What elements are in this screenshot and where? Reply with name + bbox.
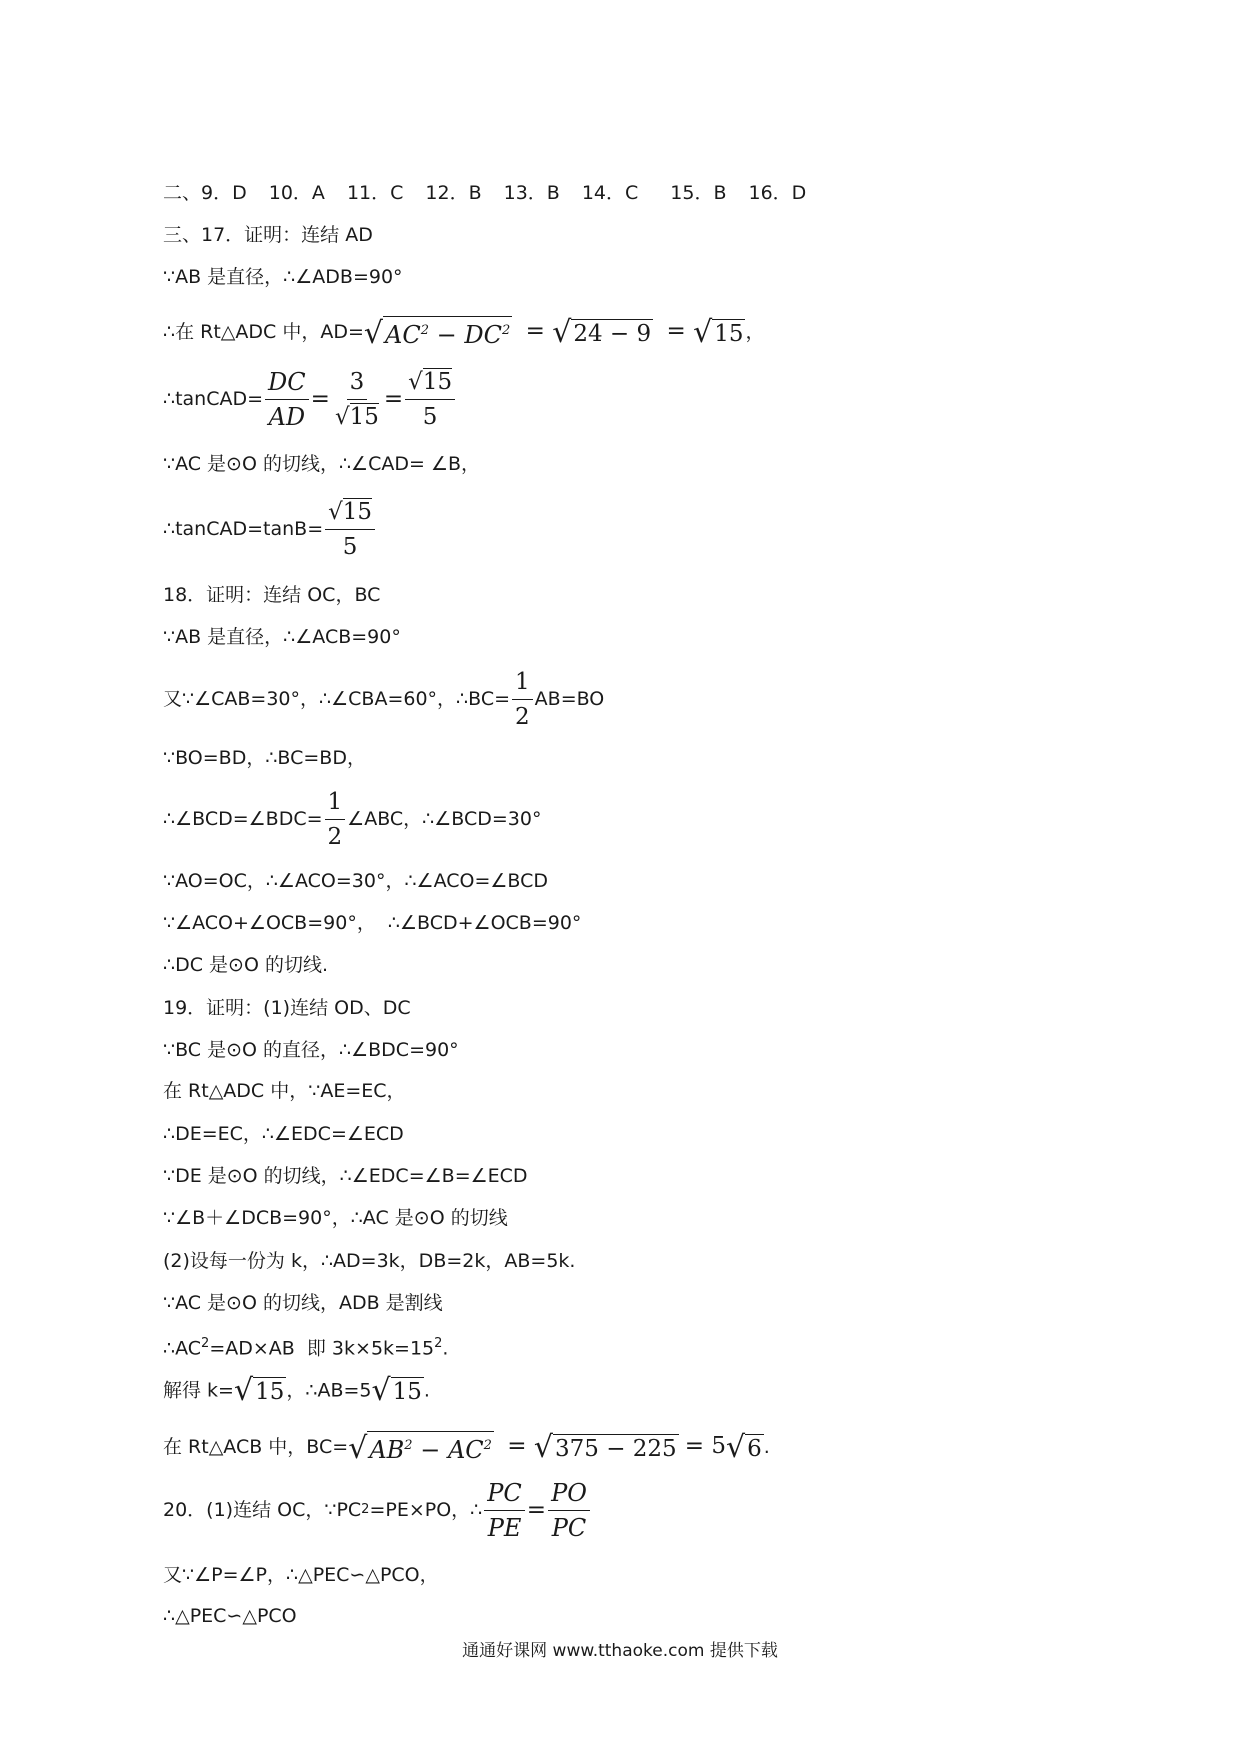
answer-item: 14．C [581, 182, 639, 204]
q17-line: ∴tanCAD=tanB= $\frac{√15}{5}$ [163, 494, 377, 564]
q17-line: ∵AB 是直径，∴∠ADB=90° [163, 266, 403, 288]
answer-item: 12．B [425, 182, 482, 204]
q19-line: 解得 k= √ 15 ，∴AB=5 √ 15 . [163, 1373, 430, 1408]
q19-line: 在 Rt△ADC 中，∵AE=EC， [163, 1080, 406, 1102]
q18-line: ∴∠BCD=∠BDC= $\frac{1}{2}$ ∠ABC，∴∠BCD=30° [163, 788, 542, 850]
q18-line: ∵∠ACO+∠OCB=90°， ∴∠BCD+∠OCB=90° [163, 912, 582, 934]
q19-line: ∴DE=EC，∴∠EDC=∠ECD [163, 1123, 404, 1145]
q18-heading: 18．证明：连结 OC，BC [163, 584, 381, 606]
answer-item: 13．B [503, 182, 560, 204]
q18-line: ∴DC 是⊙O 的切线. [163, 954, 328, 976]
q18-line: ∵BO=BD，∴BC=BD， [163, 747, 366, 769]
answer-item: 15．B [670, 182, 727, 204]
page-footer: 通通好课网 www.tthaoke.com 提供下载 [462, 1641, 778, 1661]
q19-line: (2)设每一份为 k，∴AD=3k，DB=2k，AB=5k. [163, 1250, 576, 1272]
q20-line: 20．(1)连结 OC，∵PC 2 =PE×PO，∴ $\frac{PC}{PE}$ = $\frac{PO}{PC}$ [163, 1475, 592, 1545]
q18-line: ∵AB 是直径，∴∠ACB=90° [163, 626, 401, 648]
q19-line: ∵∠B＋∠DCB=90°，∴AC 是⊙O 的切线 [163, 1207, 508, 1229]
answer-item: 11．C [346, 182, 404, 204]
q17-line: ∴tanCAD= $\frac{DC}{AD}$ = $\frac{3}{√15}$ = $\frac{√15}{5}$ [163, 364, 457, 434]
q17-line: ∵AC 是⊙O 的切线，∴∠CAD= ∠B， [163, 453, 481, 475]
answer-item: 9．D [201, 182, 247, 204]
q20-line: ∴△PEC∽△PCO [163, 1605, 297, 1627]
q19-line: ∵AC 是⊙O 的切线，ADB 是割线 [163, 1292, 443, 1314]
q19-heading: 19．证明：(1)连结 OD、DC [163, 997, 411, 1019]
answer-item: 16．D [748, 182, 807, 204]
q18-line: 又∵∠CAB=30°，∴∠CBA=60°，∴BC= $\frac{1}{2}$ AB=BO [163, 668, 605, 730]
answer-line [163, 181, 828, 205]
q19-line: $\therefore AC^2=AD\times AB$ 即 $3k\times 5k=15^2$. [163, 1336, 449, 1360]
section-label: 二、 [163, 182, 202, 204]
answer-item: 10．A [268, 182, 325, 204]
q17-line: ∴在 Rt△ADC 中，AD= √ $AC^2 - DC^2$ = √ 24 − 9 = √ 15 ， [163, 314, 765, 351]
q20-line: 又∵∠P=∠P，∴△PEC∽△PCO， [163, 1564, 439, 1586]
q18-line: ∵AO=OC，∴∠ACO=30°，∴∠ACO=∠BCD [163, 870, 549, 892]
q19-line: ∵DE 是⊙O 的切线，∴∠EDC=∠B=∠ECD [163, 1165, 528, 1187]
q19-line: 在 Rt△ACB 中，BC= √ $AB^2 - AC^2$ = √ 375 − 225 = 5 √ 6 . [163, 1429, 770, 1466]
q19-line: ∵BC 是⊙O 的直径，∴∠BDC=90° [163, 1039, 459, 1061]
q17-heading: 三、17．证明：连结 AD [163, 224, 373, 246]
